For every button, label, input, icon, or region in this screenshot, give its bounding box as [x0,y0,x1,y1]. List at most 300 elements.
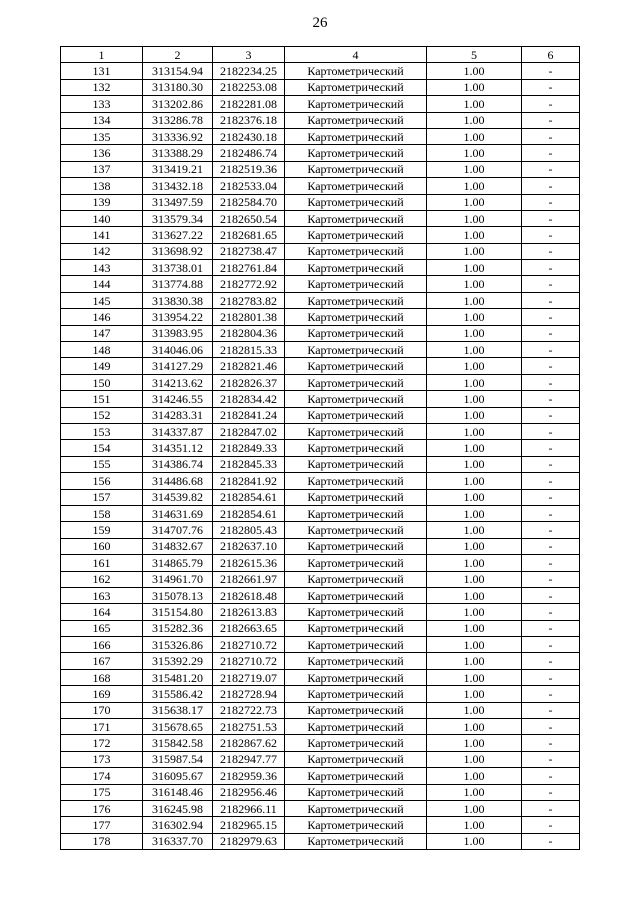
x-coordinate-cell: 313774.88 [143,276,213,292]
column-header: 5 [427,47,522,63]
table-row [61,260,580,276]
x-coordinate-cell: 314246.55 [143,391,213,407]
point-number-cell: 159 [61,522,143,538]
accuracy-cell: 1.00 [427,96,522,112]
method-cell: Картометрический [285,440,427,456]
table-row [61,145,580,161]
x-coordinate-cell: 314213.62 [143,374,213,390]
method-cell: Картометрический [285,407,427,423]
table-row [61,440,580,456]
y-coordinate-cell: 2182805.43 [213,522,285,538]
table-row [61,456,580,472]
y-coordinate-cell: 2182681.65 [213,227,285,243]
column-header: 1 [61,47,143,63]
point-number-cell: 150 [61,374,143,390]
y-coordinate-cell: 2182849.33 [213,440,285,456]
x-coordinate-cell: 314337.87 [143,423,213,439]
accuracy-cell: 1.00 [427,800,522,816]
method-cell: Картометрический [285,243,427,259]
table-row [61,768,580,784]
y-coordinate-cell: 2182847.02 [213,423,285,439]
point-number-cell: 170 [61,702,143,718]
x-coordinate-cell: 315586.42 [143,686,213,702]
table-row [61,391,580,407]
point-number-cell: 151 [61,391,143,407]
method-cell: Картометрический [285,260,427,276]
accuracy-cell: 1.00 [427,243,522,259]
point-number-cell: 144 [61,276,143,292]
point-number-cell: 167 [61,653,143,669]
note-cell: - [522,210,580,226]
table-row [61,669,580,685]
point-number-cell: 137 [61,161,143,177]
point-number-cell: 165 [61,620,143,636]
note-cell: - [522,669,580,685]
x-coordinate-cell: 313738.01 [143,260,213,276]
note-cell: - [522,79,580,95]
y-coordinate-cell: 2182979.63 [213,833,285,849]
accuracy-cell: 1.00 [427,63,522,79]
y-coordinate-cell: 2182966.11 [213,800,285,816]
y-coordinate-cell: 2182821.46 [213,358,285,374]
note-cell: - [522,292,580,308]
x-coordinate-cell: 314707.76 [143,522,213,538]
accuracy-cell: 1.00 [427,473,522,489]
point-number-cell: 174 [61,768,143,784]
x-coordinate-cell: 313388.29 [143,145,213,161]
accuracy-cell: 1.00 [427,555,522,571]
point-number-cell: 141 [61,227,143,243]
point-number-cell: 139 [61,194,143,210]
x-coordinate-cell: 314351.12 [143,440,213,456]
method-cell: Картометрический [285,79,427,95]
y-coordinate-cell: 2182826.37 [213,374,285,390]
table-row [61,505,580,521]
method-cell: Картометрический [285,489,427,505]
note-cell: - [522,260,580,276]
x-coordinate-cell: 315638.17 [143,702,213,718]
note-cell: - [522,571,580,587]
table-row [61,243,580,259]
note-cell: - [522,227,580,243]
table-row [61,178,580,194]
table-row [61,686,580,702]
point-number-cell: 133 [61,96,143,112]
x-coordinate-cell: 315326.86 [143,637,213,653]
point-number-cell: 156 [61,473,143,489]
x-coordinate-cell: 314961.70 [143,571,213,587]
y-coordinate-cell: 2182710.72 [213,637,285,653]
point-number-cell: 146 [61,309,143,325]
accuracy-cell: 1.00 [427,79,522,95]
accuracy-cell: 1.00 [427,210,522,226]
table-row [61,719,580,735]
method-cell: Картометрический [285,178,427,194]
table-row [61,833,580,849]
y-coordinate-cell: 2182772.92 [213,276,285,292]
note-cell: - [522,342,580,358]
method-cell: Картометрический [285,800,427,816]
note-cell: - [522,702,580,718]
point-number-cell: 157 [61,489,143,505]
x-coordinate-cell: 315842.58 [143,735,213,751]
accuracy-cell: 1.00 [427,784,522,800]
method-cell: Картометрический [285,686,427,702]
x-coordinate-cell: 315282.36 [143,620,213,636]
y-coordinate-cell: 2182637.10 [213,538,285,554]
accuracy-cell: 1.00 [427,751,522,767]
x-coordinate-cell: 316095.67 [143,768,213,784]
accuracy-cell: 1.00 [427,358,522,374]
x-coordinate-cell: 313579.34 [143,210,213,226]
note-cell: - [522,620,580,636]
accuracy-cell: 1.00 [427,637,522,653]
table-row [61,128,580,144]
note-cell: - [522,440,580,456]
point-number-cell: 176 [61,800,143,816]
point-number-cell: 155 [61,456,143,472]
x-coordinate-cell: 314631.69 [143,505,213,521]
table-row [61,423,580,439]
point-number-cell: 149 [61,358,143,374]
table-row [61,784,580,800]
accuracy-cell: 1.00 [427,538,522,554]
method-cell: Картометрический [285,161,427,177]
accuracy-cell: 1.00 [427,669,522,685]
point-number-cell: 135 [61,128,143,144]
method-cell: Картометрический [285,309,427,325]
accuracy-cell: 1.00 [427,456,522,472]
table-row [61,227,580,243]
table-row [61,555,580,571]
accuracy-cell: 1.00 [427,128,522,144]
y-coordinate-cell: 2182845.33 [213,456,285,472]
column-header: 6 [522,47,580,63]
y-coordinate-cell: 2182854.61 [213,505,285,521]
x-coordinate-cell: 315154.80 [143,604,213,620]
accuracy-cell: 1.00 [427,309,522,325]
y-coordinate-cell: 2182801.38 [213,309,285,325]
table-row [61,522,580,538]
x-coordinate-cell: 316245.98 [143,800,213,816]
note-cell: - [522,833,580,849]
note-cell: - [522,817,580,833]
y-coordinate-cell: 2182965.15 [213,817,285,833]
y-coordinate-cell: 2182719.07 [213,669,285,685]
method-cell: Картометрический [285,292,427,308]
table-row [61,194,580,210]
y-coordinate-cell: 2182615.36 [213,555,285,571]
y-coordinate-cell: 2182834.42 [213,391,285,407]
note-cell: - [522,489,580,505]
method-cell: Картометрический [285,96,427,112]
x-coordinate-cell: 313432.18 [143,178,213,194]
accuracy-cell: 1.00 [427,407,522,423]
method-cell: Картометрический [285,194,427,210]
x-coordinate-cell: 316148.46 [143,784,213,800]
x-coordinate-cell: 313954.22 [143,309,213,325]
x-coordinate-cell: 314283.31 [143,407,213,423]
x-coordinate-cell: 316302.94 [143,817,213,833]
column-header: 4 [285,47,427,63]
accuracy-cell: 1.00 [427,719,522,735]
note-cell: - [522,128,580,144]
x-coordinate-cell: 313698.92 [143,243,213,259]
accuracy-cell: 1.00 [427,833,522,849]
point-number-cell: 172 [61,735,143,751]
note-cell: - [522,423,580,439]
method-cell: Картометрический [285,555,427,571]
x-coordinate-cell: 314539.82 [143,489,213,505]
note-cell: - [522,456,580,472]
y-coordinate-cell: 2182519.36 [213,161,285,177]
method-cell: Картометрический [285,63,427,79]
point-number-cell: 163 [61,587,143,603]
table-body [61,63,580,850]
note-cell: - [522,555,580,571]
accuracy-cell: 1.00 [427,489,522,505]
table-row [61,817,580,833]
x-coordinate-cell: 313497.59 [143,194,213,210]
table-row [61,538,580,554]
table-row [61,79,580,95]
y-coordinate-cell: 2182761.84 [213,260,285,276]
note-cell: - [522,473,580,489]
method-cell: Картометрический [285,702,427,718]
method-cell: Картометрический [285,620,427,636]
method-cell: Картометрический [285,522,427,538]
method-cell: Картометрический [285,604,427,620]
point-number-cell: 147 [61,325,143,341]
note-cell: - [522,358,580,374]
note-cell: - [522,309,580,325]
accuracy-cell: 1.00 [427,145,522,161]
point-number-cell: 132 [61,79,143,95]
accuracy-cell: 1.00 [427,325,522,341]
point-number-cell: 158 [61,505,143,521]
y-coordinate-cell: 2182533.04 [213,178,285,194]
y-coordinate-cell: 2182253.08 [213,79,285,95]
note-cell: - [522,735,580,751]
method-cell: Картометрический [285,145,427,161]
note-cell: - [522,96,580,112]
method-cell: Картометрический [285,538,427,554]
table-row [61,800,580,816]
note-cell: - [522,112,580,128]
y-coordinate-cell: 2182956.46 [213,784,285,800]
note-cell: - [522,784,580,800]
accuracy-cell: 1.00 [427,440,522,456]
x-coordinate-cell: 315481.20 [143,669,213,685]
y-coordinate-cell: 2182486.74 [213,145,285,161]
accuracy-cell: 1.00 [427,686,522,702]
method-cell: Картометрический [285,456,427,472]
point-number-cell: 173 [61,751,143,767]
accuracy-cell: 1.00 [427,817,522,833]
x-coordinate-cell: 313830.38 [143,292,213,308]
method-cell: Картометрический [285,473,427,489]
point-number-cell: 138 [61,178,143,194]
method-cell: Картометрический [285,505,427,521]
y-coordinate-cell: 2182722.73 [213,702,285,718]
y-coordinate-cell: 2182613.83 [213,604,285,620]
method-cell: Картометрический [285,833,427,849]
y-coordinate-cell: 2182663.65 [213,620,285,636]
accuracy-cell: 1.00 [427,276,522,292]
y-coordinate-cell: 2182618.48 [213,587,285,603]
x-coordinate-cell: 315078.13 [143,587,213,603]
note-cell: - [522,325,580,341]
table-row [61,735,580,751]
x-coordinate-cell: 315987.54 [143,751,213,767]
table-row [61,571,580,587]
method-cell: Картометрический [285,210,427,226]
x-coordinate-cell: 313336.92 [143,128,213,144]
table-row [61,620,580,636]
accuracy-cell: 1.00 [427,391,522,407]
point-number-cell: 152 [61,407,143,423]
note-cell: - [522,751,580,767]
y-coordinate-cell: 2182947.77 [213,751,285,767]
table-row [61,653,580,669]
x-coordinate-cell: 314486.68 [143,473,213,489]
accuracy-cell: 1.00 [427,653,522,669]
accuracy-cell: 1.00 [427,505,522,521]
method-cell: Картометрический [285,374,427,390]
note-cell: - [522,719,580,735]
x-coordinate-cell: 315678.65 [143,719,213,735]
accuracy-cell: 1.00 [427,571,522,587]
point-number-cell: 164 [61,604,143,620]
table-row [61,489,580,505]
y-coordinate-cell: 2182584.70 [213,194,285,210]
accuracy-cell: 1.00 [427,423,522,439]
point-number-cell: 169 [61,686,143,702]
note-cell: - [522,800,580,816]
accuracy-cell: 1.00 [427,702,522,718]
note-cell: - [522,63,580,79]
accuracy-cell: 1.00 [427,260,522,276]
y-coordinate-cell: 2182281.08 [213,96,285,112]
table-row [61,292,580,308]
y-coordinate-cell: 2182841.92 [213,473,285,489]
note-cell: - [522,161,580,177]
table-row [61,112,580,128]
y-coordinate-cell: 2182841.24 [213,407,285,423]
point-number-cell: 134 [61,112,143,128]
method-cell: Картометрический [285,653,427,669]
column-header: 3 [213,47,285,63]
table-row [61,96,580,112]
point-number-cell: 171 [61,719,143,735]
point-number-cell: 168 [61,669,143,685]
table-row [61,751,580,767]
y-coordinate-cell: 2182710.72 [213,653,285,669]
x-coordinate-cell: 313154.94 [143,63,213,79]
accuracy-cell: 1.00 [427,112,522,128]
y-coordinate-cell: 2182867.62 [213,735,285,751]
y-coordinate-cell: 2182804.36 [213,325,285,341]
y-coordinate-cell: 2182650.54 [213,210,285,226]
table-row [61,374,580,390]
method-cell: Картометрический [285,768,427,784]
point-number-cell: 140 [61,210,143,226]
method-cell: Картометрический [285,669,427,685]
accuracy-cell: 1.00 [427,178,522,194]
method-cell: Картометрический [285,325,427,341]
method-cell: Картометрический [285,719,427,735]
table-row [61,702,580,718]
point-number-cell: 177 [61,817,143,833]
y-coordinate-cell: 2182815.33 [213,342,285,358]
note-cell: - [522,768,580,784]
method-cell: Картометрический [285,227,427,243]
x-coordinate-cell: 313202.86 [143,96,213,112]
x-coordinate-cell: 313419.21 [143,161,213,177]
note-cell: - [522,587,580,603]
x-coordinate-cell: 313286.78 [143,112,213,128]
point-number-cell: 131 [61,63,143,79]
method-cell: Картометрический [285,112,427,128]
point-number-cell: 153 [61,423,143,439]
table-header-row [61,47,580,63]
x-coordinate-cell: 314386.74 [143,456,213,472]
note-cell: - [522,686,580,702]
method-cell: Картометрический [285,637,427,653]
y-coordinate-cell: 2182234.25 [213,63,285,79]
table-row [61,161,580,177]
x-coordinate-cell: 314046.06 [143,342,213,358]
method-cell: Картометрический [285,571,427,587]
note-cell: - [522,391,580,407]
table-row [61,210,580,226]
method-cell: Картометрический [285,751,427,767]
table-row [61,587,580,603]
note-cell: - [522,653,580,669]
table-row [61,473,580,489]
y-coordinate-cell: 2182783.82 [213,292,285,308]
point-number-cell: 175 [61,784,143,800]
table-row [61,276,580,292]
table-row [61,604,580,620]
x-coordinate-cell: 316337.70 [143,833,213,849]
note-cell: - [522,407,580,423]
point-number-cell: 161 [61,555,143,571]
accuracy-cell: 1.00 [427,227,522,243]
method-cell: Картометрический [285,128,427,144]
y-coordinate-cell: 2182751.53 [213,719,285,735]
method-cell: Картометрический [285,817,427,833]
table-row [61,325,580,341]
table-row [61,637,580,653]
accuracy-cell: 1.00 [427,522,522,538]
table-row [61,358,580,374]
x-coordinate-cell: 315392.29 [143,653,213,669]
point-number-cell: 154 [61,440,143,456]
method-cell: Картометрический [285,342,427,358]
x-coordinate-cell: 313627.22 [143,227,213,243]
y-coordinate-cell: 2182376.18 [213,112,285,128]
accuracy-cell: 1.00 [427,587,522,603]
note-cell: - [522,522,580,538]
method-cell: Картометрический [285,423,427,439]
point-number-cell: 166 [61,637,143,653]
accuracy-cell: 1.00 [427,768,522,784]
note-cell: - [522,637,580,653]
point-number-cell: 142 [61,243,143,259]
coordinates-table [60,46,580,850]
table-row [61,309,580,325]
